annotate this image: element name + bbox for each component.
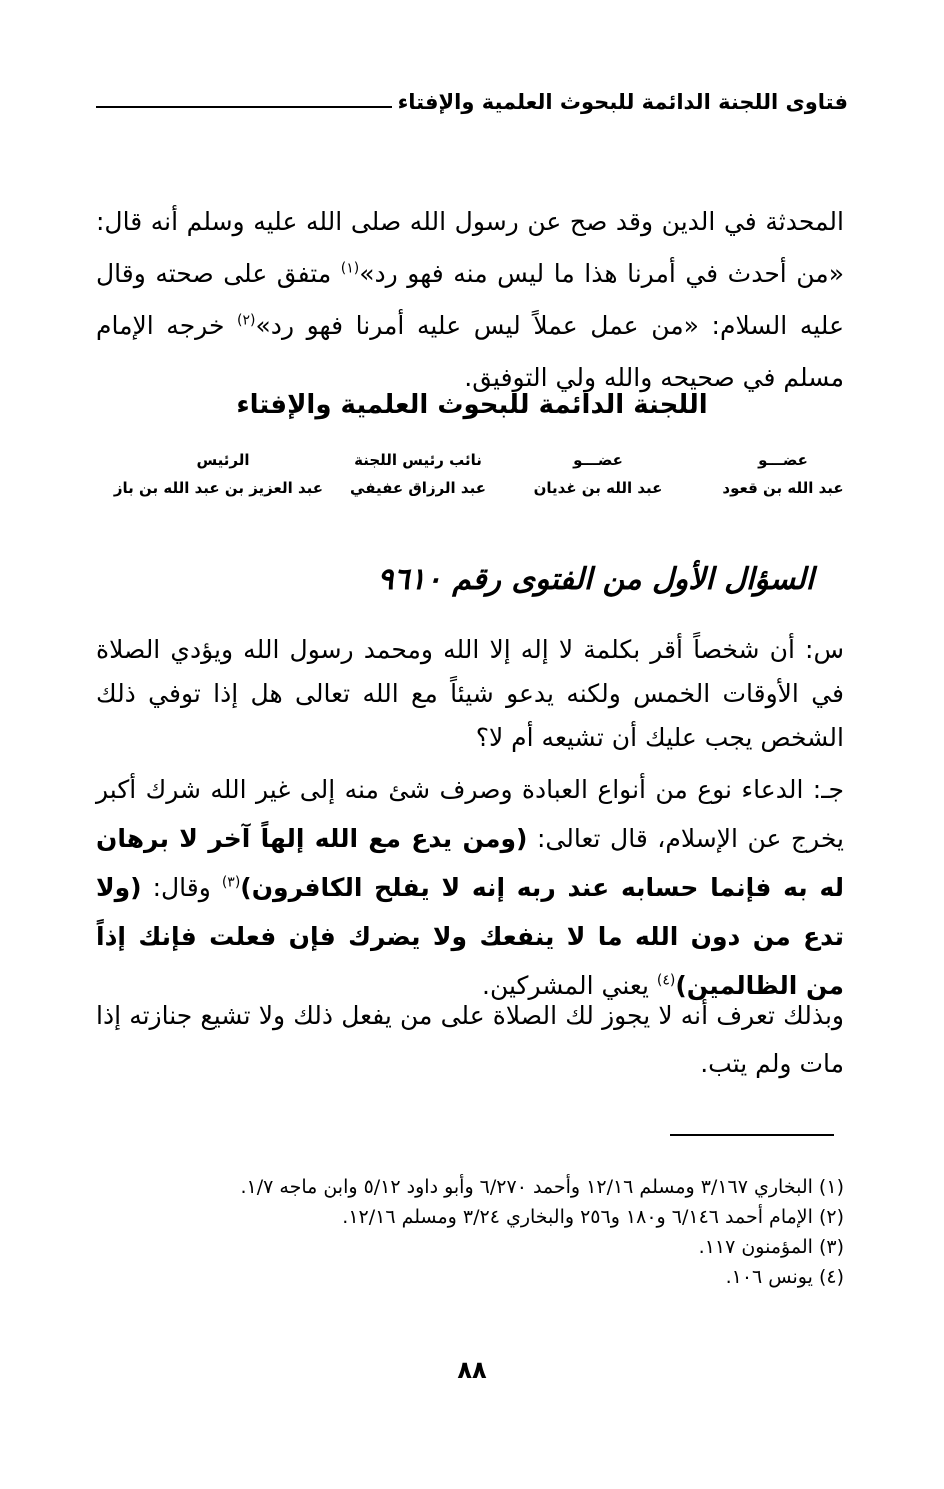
- fatwa-title: السؤال الأول من الفتوى رقم ٩٦١٠: [377, 562, 814, 597]
- footnote-ref-3: (٣): [221, 874, 241, 891]
- signatory-role: عضـــو: [758, 451, 808, 469]
- signatory-name: عبد الله بن قعود: [722, 479, 844, 497]
- footnote-item: (٤) يونس ١٠٦.: [725, 1266, 844, 1288]
- footnote-separator: [670, 1134, 834, 1136]
- signatory-name: عبد الله بن غديان: [533, 479, 663, 497]
- signatory-name: عبد العزيز بن عبد الله بن باز: [113, 479, 323, 497]
- quran-verse-2: (ولا تدع من دون الله ما لا ينفعك ولا يضرك فإن فعلت فإنك إذاً من الظالمين): [96, 873, 844, 1000]
- footnote-item: (١) البخاري ٣/١٦٧ ومسلم ١٢/١٦ وأحمد ٦/٢٧٠ وأبو داود ٥/١٢ وابن ماجه ١/٧.: [240, 1176, 844, 1198]
- answer-text-2: وقال:: [141, 873, 222, 902]
- page-number: ٨٨: [457, 1356, 487, 1384]
- signatory: [718, 446, 848, 502]
- answer-text-1: جـ: الدعاء نوع من أنواع العبادة وصرف شئ منه إلى غير الله شرك أكبر يخرج عن الإسلام، قال تعالى:: [96, 775, 844, 853]
- question-paragraph: س: أن شخصاً أقر بكلمة لا إله إلا الله ومحمد رسول الله ويؤدي الصلاة في الأوقات الخمس ولكنه يدعو شيئاً مع الله تعالى هل إذا توفي ذلك الشخص يجب عليك أن تشيعه أم لا؟: [96, 635, 844, 752]
- answer-text-3: يعني المشركين.: [482, 971, 657, 1000]
- footnote-item: (٢) الإمام أحمد ٦/١٤٦ و١٨٠ و٢٥٦ والبخاري ٣/٢٤ ومسلم ١٢/١٦.: [342, 1206, 844, 1228]
- footnote-item: (٣) المؤمنون ١١٧.: [698, 1236, 844, 1258]
- signatory-role: عضـــو: [573, 451, 623, 469]
- signatory-name: عبد الرزاق عفيفي: [350, 479, 486, 497]
- intro-paragraph: [96, 196, 844, 404]
- header-title: فتاوى اللجنة الدائمة للبحوث العلمية والإفتاء: [397, 90, 848, 114]
- intro-text-1: المحدثة في الدين وقد صح عن رسول الله صلى الله عليه وسلم أنه قال: «من أحدث في أمرنا هذا ما ليس منه فهو رد»: [96, 207, 844, 288]
- answer-paragraph: [96, 765, 844, 1010]
- quran-verse-1: (ومن يدع مع الله إلهاً آخر لا برهان له به فإنما حسابه عند ربه إنه لا يفلح الكافرون): [96, 824, 844, 902]
- header-rule: [96, 106, 392, 108]
- footnote-ref-1: (١): [340, 260, 360, 277]
- signatory-role: نائب رئيس اللجنة: [354, 451, 482, 469]
- closing-paragraph: وبذلك تعرف أنه لا يجوز لك الصلاة على من يفعل ذلك ولا تشيع جنازته إذا مات ولم يتب.: [96, 1001, 844, 1078]
- committee-title: اللجنة الدائمة للبحوث العلمية والإفتاء: [236, 390, 708, 420]
- signatory: [113, 446, 323, 502]
- signatories: [96, 446, 848, 506]
- intro-text-3: خرجه الإمام مسلم في صحيحه والله ولي التوفيق.: [96, 311, 844, 392]
- footnote-ref-2: (٢): [237, 312, 256, 329]
- signatory: [333, 446, 503, 502]
- signatory: [523, 446, 673, 502]
- footnote-ref-4: (٤): [656, 972, 676, 989]
- footnotes: [96, 1172, 844, 1292]
- intro-text-2: متفق على صحته وقال عليه السلام: «من عمل عملاً ليس عليه أمرنا فهو رد»: [96, 259, 844, 340]
- running-header: [96, 86, 848, 114]
- signatory-role: الرئيس: [196, 451, 250, 469]
